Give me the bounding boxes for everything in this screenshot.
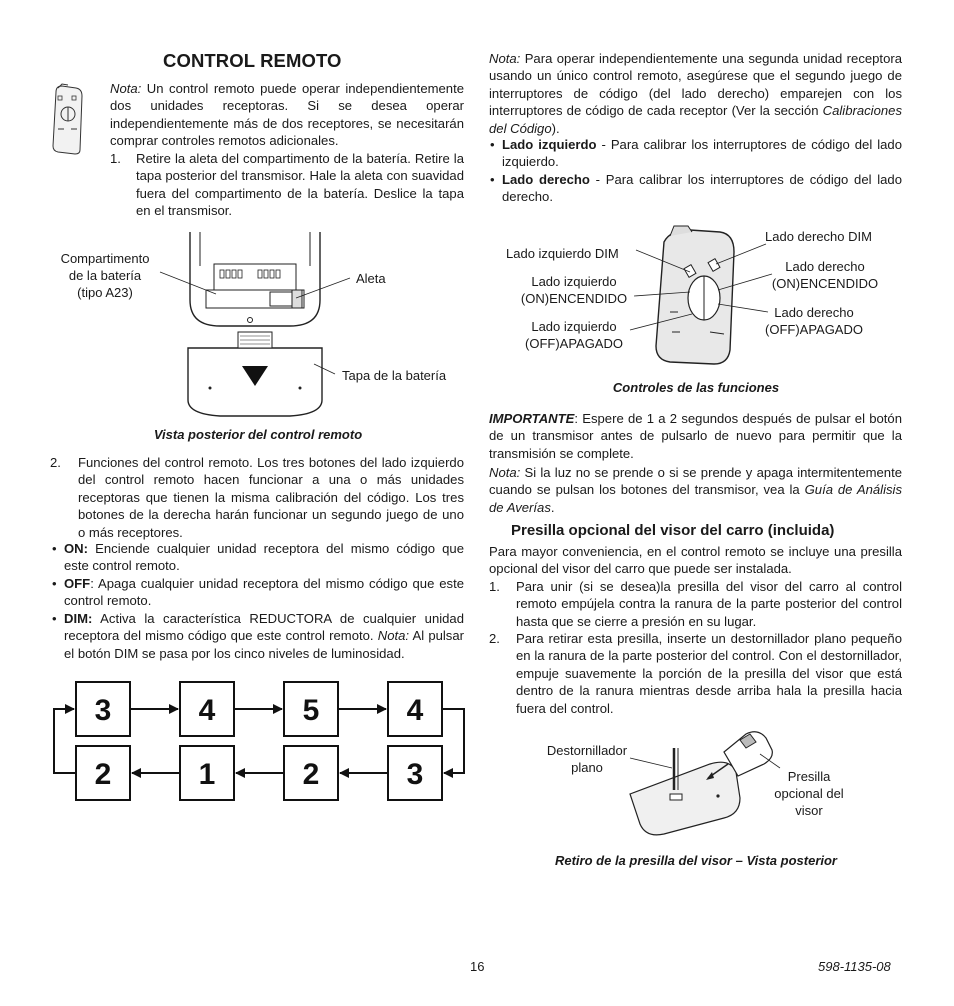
figure-1-caption: Vista posterior del control remoto bbox=[153, 427, 363, 442]
dim-label: DIM: bbox=[64, 611, 93, 626]
off-bullet bbox=[64, 575, 464, 610]
cycle-bottom-1: 2 bbox=[94, 758, 112, 791]
step-2-number: 2. bbox=[50, 455, 61, 470]
cycle-top-3: 5 bbox=[302, 694, 320, 727]
right-dim-label: Lado derecho DIM bbox=[765, 229, 872, 244]
cycle-top-2: 4 bbox=[198, 694, 216, 727]
battery-figure bbox=[180, 230, 330, 420]
on-label: ON: bbox=[64, 541, 89, 556]
bullet-dot: • bbox=[52, 611, 57, 626]
figure-3-caption: Retiro de la presilla del visor – Vista posterior bbox=[554, 853, 837, 868]
important-paragraph bbox=[489, 410, 902, 462]
step-1-text: Retire la aleta del compartimento de la batería. Retire la tapa posterior del transmisor. Hale la aleta con suavidad fuera del compartimento de la batería. Deslice la tapa en el transmisor. bbox=[136, 151, 464, 219]
right-side-bullet bbox=[502, 171, 902, 206]
page-number: 16 bbox=[470, 959, 485, 974]
clip-removal-figure bbox=[620, 728, 780, 840]
left-dim-label: Lado izquierdo DIM bbox=[506, 246, 619, 261]
cycle-bottom-3: 2 bbox=[302, 758, 320, 791]
note2-end: . bbox=[550, 499, 555, 515]
remote-controls-figure bbox=[630, 222, 750, 372]
right-note-text-a: Para operar independientemente una segunda unidad receptora usando un único control remoto, asegúrese que el segundo juego de interruptores de código (del lado derecho) emparejen con los interruptores de código de cada receptor (Ver la sección bbox=[489, 51, 902, 119]
cycle-bottom-2: 1 bbox=[198, 758, 216, 791]
note2-italic: Guía de Análisis de Averías bbox=[489, 482, 902, 515]
bullet-dot: • bbox=[490, 172, 495, 187]
on-bullet bbox=[64, 540, 464, 575]
screwdriver-label: Destornillador plano bbox=[546, 743, 628, 775]
dim-note-label: Nota: bbox=[377, 628, 410, 644]
note2-label: Nota: bbox=[489, 465, 521, 480]
battery-label: Compartimento de la batería (tipo A23) bbox=[60, 251, 150, 300]
clip-intro: Para mayor conveniencia, en el control remoto se incluye una presilla opcional del visor del carro que puede ser instalada. bbox=[489, 544, 902, 577]
bullet-dot: • bbox=[490, 137, 495, 152]
bullet-dot: • bbox=[52, 576, 57, 591]
note-text: Un control remoto puede operar independientemente dos unidades receptoras. Si se desea operar independientemente más de dos receptores, se necesitarán comprar controles remotos adicionales. bbox=[110, 81, 464, 149]
document-number: 598-1135-08 bbox=[818, 959, 891, 974]
cover-label: Tapa de la batería bbox=[342, 368, 447, 383]
note-label: Nota: bbox=[110, 81, 142, 96]
dim-note-text: Al pulsar el botón DIM se pasa por los cinco niveles de luminosidad. bbox=[64, 628, 464, 661]
note2-text: Si la luz no se prende o si se prende y apaga intermitentemente cuando se pulsan los botones del transmisor, vea la bbox=[489, 465, 902, 498]
clip-step-1-text: Para unir (si se desea)la presilla del visor del carro al control remoto empújela contra la ranura de la parte posterior del control hasta que se cierre a presión en su lugar. bbox=[516, 579, 902, 629]
left-side-label: Lado izquierdo bbox=[502, 137, 597, 152]
cycle-bottom-4: 3 bbox=[406, 758, 424, 791]
clip-label: Presilla opcional del visor bbox=[774, 769, 844, 818]
clip-title: Presilla opcional del visor del carro (incluida) bbox=[511, 522, 835, 539]
remote-icon bbox=[50, 84, 84, 156]
section-title: CONTROL REMOTO bbox=[163, 50, 342, 71]
right-side-label: Lado derecho bbox=[502, 172, 590, 187]
important-text: : Espere de 1 a 2 segundos después de pulsar el botón de un transmisor antes de pulsarlo de nuevo para permitir que la transmisión se complete. bbox=[489, 411, 902, 461]
clip-step-1-number: 1. bbox=[489, 579, 500, 594]
cycle-top-1: 3 bbox=[94, 694, 112, 727]
dim-cycle-diagram bbox=[50, 680, 470, 804]
left-side-text: - Para calibrar los interruptores de código del lado izquierdo. bbox=[502, 137, 903, 170]
right-note-paragraph bbox=[489, 50, 902, 137]
tab-label: Aleta bbox=[356, 271, 386, 286]
dim-bullet bbox=[64, 610, 464, 662]
off-text: : Apaga cualquier unidad receptora del mismo código que este control remoto. bbox=[64, 576, 464, 609]
on-text: Enciende cualquier unidad receptora del mismo código que este control remoto. bbox=[64, 541, 464, 574]
left-off-label: Lado izquierdo (OFF)APAGADO bbox=[525, 319, 623, 351]
figure-2-caption: Controles de las funciones bbox=[612, 380, 780, 395]
off-label: OFF bbox=[64, 576, 91, 591]
right-note-italic: Calibraciones del Código bbox=[489, 103, 902, 136]
cycle-top-4: 4 bbox=[406, 694, 424, 727]
important-label: IMPORTANTE bbox=[489, 411, 575, 426]
right-note-label: Nota: bbox=[489, 51, 521, 66]
dim-text: Activa la característica REDUCTORA de cualquier unidad receptora del mismo código que este control remoto. bbox=[64, 611, 464, 644]
clip-step-2-text: Para retirar esta presilla, inserte un destornillador plano pequeño en la ranura de la parte posterior del control. Con el destornillador, empuje suavemente la porción de la presilla del visor que está dentro de la ranura mientras desde arriba hala la presilla hacia fuera del control. bbox=[516, 631, 902, 716]
right-note-text-b: ). bbox=[551, 120, 560, 136]
left-side-bullet bbox=[502, 136, 902, 171]
note-paragraph bbox=[110, 80, 464, 150]
left-on-label: Lado izquierdo (ON)ENCENDIDO bbox=[520, 274, 628, 306]
note2-paragraph bbox=[489, 464, 902, 516]
right-off-label: Lado derecho (OFF)APAGADO bbox=[765, 305, 863, 337]
clip-step-2-number: 2. bbox=[489, 631, 500, 646]
step-1-number: 1. bbox=[110, 151, 121, 166]
right-on-label: Lado derecho (ON)ENCENDIDO bbox=[771, 259, 879, 291]
right-side-text: - Para calibrar los interruptores de código del lado derecho. bbox=[502, 172, 902, 205]
bullet-dot: • bbox=[52, 541, 57, 556]
step-2-text: Funciones del control remoto. Los tres botones del lado izquierdo del control remoto hacen funcionar a una o más unidades receptoras que tienen la misma calibración del código. Los tres botones de la derecha harán funcionar un segundo juego de uno o más receptores. bbox=[78, 455, 464, 540]
